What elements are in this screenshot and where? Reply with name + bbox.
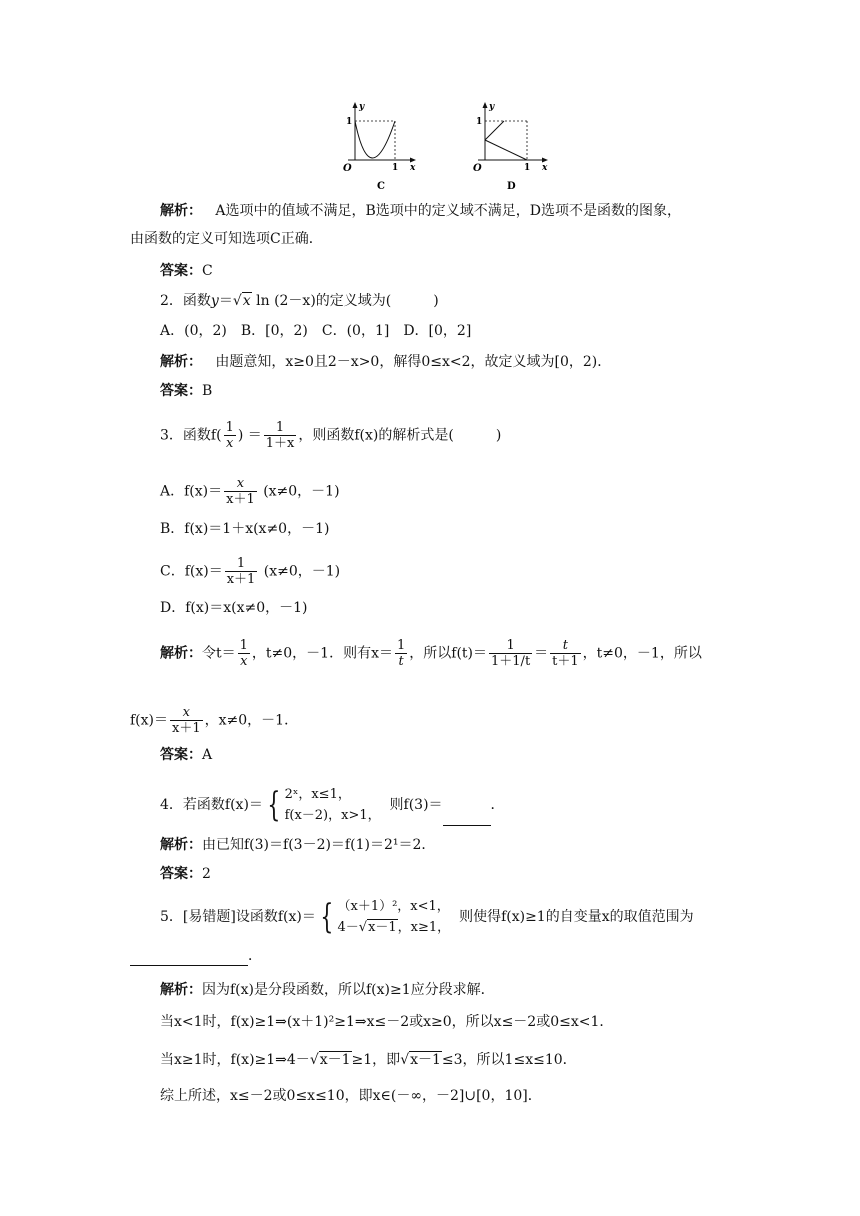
q3-optA-pre: A．f(x)＝	[160, 483, 223, 500]
q3-optC-pre: C．f(x)＝	[160, 563, 223, 580]
q5-analysis-l4	[160, 1086, 542, 1106]
q3-a2: ，t≠0，－1．则有x＝	[251, 645, 393, 662]
q4-case1: 2ˣ，x≤1，	[284, 787, 351, 802]
fig-c-origin: O	[343, 163, 352, 174]
q3-stem: 3．函数f( $\frac{1}{x}$ ) ＝ $\frac{1}{1+x}$ ，则函数f(x)的解析式是( )	[160, 420, 502, 451]
q3-a3-den: 1＋1/t	[491, 654, 531, 669]
q5-a-l3-sqrt1: x－1	[319, 1052, 351, 1068]
q1-analysis-line2	[130, 229, 323, 249]
q4-stem-post: 则f(3)＝	[389, 797, 443, 813]
q4-stem-end: ．	[490, 797, 505, 813]
q3-rhs-num: 1	[264, 420, 297, 436]
q3-a3: ，所以f(t)＝	[409, 645, 488, 662]
q3-arg-den: x	[226, 436, 234, 451]
q2-answer-value: B	[202, 383, 213, 399]
q4-cases	[285, 784, 381, 826]
q2-answer	[160, 381, 212, 401]
fig-d-tick-x: 1	[524, 163, 531, 173]
q5-case2-pre: 4－	[337, 920, 359, 935]
q4-analysis	[160, 835, 435, 855]
q3-optC-num: 1	[225, 556, 258, 572]
q3-a4-den: t＋1	[552, 654, 579, 669]
analysis-label: 解析：	[160, 982, 202, 998]
q5-a-l1: 因为f(x)是分段函数，所以f(x)≥1应分段求解．	[202, 982, 495, 998]
fig-c-x: x	[410, 163, 416, 173]
fig-d-origin: O	[473, 163, 482, 174]
q2-options	[160, 321, 471, 341]
q3-a6-pre: f(x)＝	[130, 712, 169, 729]
q3-optA-num: x	[224, 476, 257, 492]
answer-label: 答案：	[160, 263, 202, 279]
analysis-label: 解析：	[160, 354, 202, 370]
q4-stem-pre: 4．若函数f(x)＝	[160, 797, 263, 813]
q3-option-d	[160, 598, 308, 618]
q3-a2-den: t	[398, 654, 404, 669]
q3-arg-num: 1	[225, 420, 234, 435]
q3-a4-num: t	[550, 638, 581, 654]
q5-a-l2: 当x<1时，f(x)≥1⇒(x＋1)²≥1⇒x≤－2或x≥0，所以x≤－2或0≤x<1．	[160, 1014, 614, 1030]
q5-case1: （x＋1）²，x<1，	[337, 899, 450, 914]
q5-a-l3-sqrt2: x－1	[410, 1052, 441, 1068]
q4-analysis-text: 由已知f(3)＝f(3－2)＝f(1)＝2¹＝2．	[202, 837, 436, 853]
figure-d	[470, 100, 555, 195]
q3-a3-num: 1	[489, 638, 532, 654]
q5-a-l3-post: ≤3，所以1≤x≤10．	[441, 1052, 577, 1068]
q5-cases: （x＋1）²，x<1， 4－√x－1，x≥1，	[337, 896, 450, 938]
q3-optD: D．f(x)＝x(x≠0，－1)	[160, 600, 308, 616]
q3-stem-post: ，则函数f(x)的解析式是( )	[298, 427, 502, 444]
fig-d-x: x	[542, 163, 548, 173]
q3-answer	[160, 745, 212, 765]
q3-a6-num: x	[170, 705, 203, 721]
q3-a4: ＝	[534, 645, 549, 662]
q3-answer-value: A	[202, 747, 213, 763]
q3-optA-post: (x≠0，－1)	[263, 483, 340, 500]
q2-analysis-text: 由题意知，x≥0且2－x>0，解得0≤x<2，故定义域为[0，2)．	[215, 354, 612, 370]
fig-c-tick-y: 1	[346, 117, 353, 127]
fig-c-y: y	[359, 102, 365, 112]
q3-optC-post: (x≠0，－1)	[263, 563, 341, 580]
fig-d-tick-y: 1	[476, 117, 483, 127]
q5-stem-end: ．	[248, 948, 262, 964]
fig-c-label: C	[377, 181, 385, 192]
answer-label: 答案：	[160, 866, 202, 882]
q1-analysis-text1: A选项中的值域不满足，B选项中的定义域不满足，D选项不是函数的图象，	[215, 203, 681, 219]
q3-option-b	[160, 519, 329, 539]
q2-stem: 2．函数y＝√x ln (2－x)的定义域为( )	[160, 293, 439, 309]
q4-blank	[443, 825, 491, 826]
q1-analysis-line1	[160, 201, 681, 221]
q5-analysis-l1	[160, 980, 495, 1000]
q3-rhs-den: 1＋x	[265, 436, 295, 451]
q3-optB: B．f(x)＝1＋x(x≠0，－1)	[160, 521, 330, 537]
q3-stem-eq: ＝	[247, 427, 262, 444]
q5-stem-post: 则使得f(x)≥1的自变量x的取值范围为	[459, 909, 694, 925]
analysis-label: 解析：	[160, 645, 202, 662]
q3-stem-pre: 3．函数f	[160, 427, 217, 444]
q5-a-l3-mid: ≥1，即	[351, 1052, 401, 1068]
q2-stem-pre: 2．函数	[160, 293, 211, 309]
q3-analysis-line2	[130, 705, 298, 736]
answer-label: 答案：	[160, 747, 202, 763]
q1-answer-value: C	[202, 263, 213, 279]
q5-a-l4: 综上所述，x≤－2或0≤x≤10，即x∈(－∞，－2]∪[0，10]．	[160, 1088, 542, 1104]
q5-case2-post: ，x≥1，	[397, 920, 451, 935]
q3-analysis	[160, 638, 702, 669]
q3-a6-post: ，x≠0，－1．	[204, 712, 299, 729]
q3-a1-den: x	[240, 654, 248, 669]
q4-brace: {	[267, 785, 281, 825]
fig-d-y: y	[489, 102, 495, 112]
q3-a6-den: x＋1	[172, 721, 201, 736]
q4-case2: f(x－2)，x>1，	[284, 808, 381, 823]
q3-a1-num: 1	[239, 638, 248, 653]
q3-option-c	[160, 556, 340, 587]
q2-stem-post: ln (2－x)的定义域为( )	[251, 293, 439, 309]
figure-c	[340, 100, 420, 195]
q5-case2-sqrt: x－1	[368, 920, 397, 935]
q1-analysis-text2: 由函数的定义可知选项C正确．	[130, 231, 323, 247]
q5-analysis-l2	[160, 1012, 613, 1032]
answer-label: 答案：	[160, 383, 202, 399]
q5-analysis-l3: 当x≥1时，f(x)≥1⇒4－√x－1≥1，即√x－1≤3，所以1≤x≤10．	[160, 1052, 577, 1068]
q2-analysis	[160, 352, 611, 372]
q2-stem-y: y	[210, 293, 219, 309]
q1-answer	[160, 261, 213, 281]
analysis-label: 解析：	[160, 837, 202, 853]
q4-answer	[160, 864, 211, 884]
q5-brace: {	[320, 897, 334, 937]
q5-a-l3-pre: 当x≥1时，f(x)≥1⇒4－	[160, 1052, 310, 1068]
q2-options-text: A．(0，2) B．[0，2) C．(0，1] D．[0，2]	[160, 323, 472, 339]
q3-optC-den: x＋1	[226, 572, 256, 587]
q3-optA-den: x＋1	[226, 492, 255, 507]
q5-stem-blank-line	[130, 946, 262, 966]
q3-a2-num: 1	[397, 638, 406, 653]
analysis-label: 解析：	[160, 203, 202, 219]
q3-a5: ，t≠0，－1，所以	[582, 645, 702, 662]
q2-stem-eq: ＝	[218, 293, 233, 309]
fig-d-label: D	[507, 181, 516, 192]
q5-stem-pre: 5．[易错题]设函数f(x)＝	[160, 909, 316, 925]
q4-answer-value: 2	[202, 866, 211, 882]
q5-blank	[130, 965, 248, 966]
q3-option-a	[160, 476, 340, 507]
q2-sqrt: x	[242, 293, 251, 309]
q4-stem	[160, 784, 505, 826]
q3-a1: 令t＝	[202, 645, 236, 662]
fig-c-tick-x: 1	[392, 163, 399, 173]
q5-stem	[160, 896, 694, 938]
